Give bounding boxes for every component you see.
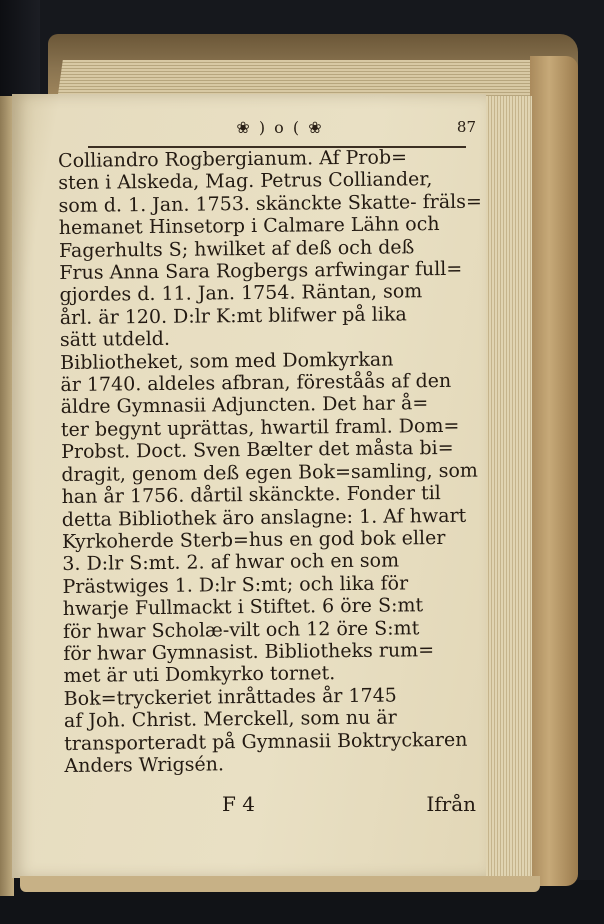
signature-mark: F 4 (222, 792, 255, 816)
page-footer (60, 792, 480, 818)
text-line: ter begynt uprättas, hwartil framl. Dom= (60, 414, 460, 441)
text-line: gjordes d. 11. Jan. 1754. Räntan, som (59, 280, 423, 307)
text-line: för hwar Gymnasist. Bibliotheks rum= (63, 639, 435, 665)
text-line: hemanet Hinsetorp i Calmare Lähn och (58, 213, 440, 240)
catchword: Ifrån (426, 792, 476, 816)
running-header (80, 116, 480, 146)
text-line: Bok=tryckeriet inråttades år 1745 (63, 684, 397, 710)
text-line: dragit, genom deß egen Bok=samling, som (61, 459, 478, 486)
text-line: Colliandro Rogbergianum. Af Prob= (58, 146, 408, 172)
text-line: Anders Wrigsén. (64, 753, 225, 777)
text-line: sätt utdeld. (59, 328, 171, 352)
text-line: af Joh. Christ. Merckell, som nu är (63, 706, 397, 733)
book-cover-bottom (20, 876, 540, 892)
text-line: är 1740. aldeles afbran, föreståås af den (60, 369, 452, 397)
text-line: Probst. Doct. Sven Bælter det måsta bi= (61, 437, 454, 464)
book-cover-right (530, 56, 578, 886)
text-line: som d. 1. Jan. 1753. skänckte Skatte- fräls= (58, 190, 482, 217)
text-line: 3. D:lr S:mt. 2. af hwar och en som (62, 549, 400, 576)
header-ornament: ❀ ) o ( ❀ (236, 118, 324, 137)
text-line: transporteradt på Gymnasii Boktryckaren (64, 728, 468, 755)
text-line: detta Bibliothek äro anslagne: 1. Af hwart (61, 504, 467, 531)
text-line: han år 1756. dårtil skänckte. Fonder til (61, 482, 441, 509)
text-line: hwarje Fullmackt i Stiftet. 6 öre S:mt (62, 594, 424, 621)
text-line: sten i Alskeda, Mag. Petrus Colliander, (58, 168, 433, 195)
text-line: för hwar Scholæ-vilt och 12 öre S:mt (62, 616, 420, 643)
text-line: met är uti Domkyrko tornet. (63, 662, 336, 688)
body-text (58, 146, 481, 778)
page-number: 87 (456, 118, 476, 136)
text-line: Frus Anna Sara Rogbergs arfwingar full= (59, 257, 463, 285)
text-line: Kyrkoherde Sterb=hus en god bok eller (61, 526, 446, 553)
text-line: Fagerhults S; hwilket af deß och deß (58, 235, 415, 262)
page-stack-edge (486, 96, 532, 878)
text-line: årl. är 120. D:lr K:mt blifwer på lika (59, 303, 407, 329)
text-line: äldre Gymnasii Adjuncten. Det har å= (60, 392, 429, 419)
text-line: Prästwiges 1. D:lr S:mt; och lika för (62, 572, 409, 598)
text-line: Bibliotheket, som med Domkyrkan (60, 348, 394, 374)
